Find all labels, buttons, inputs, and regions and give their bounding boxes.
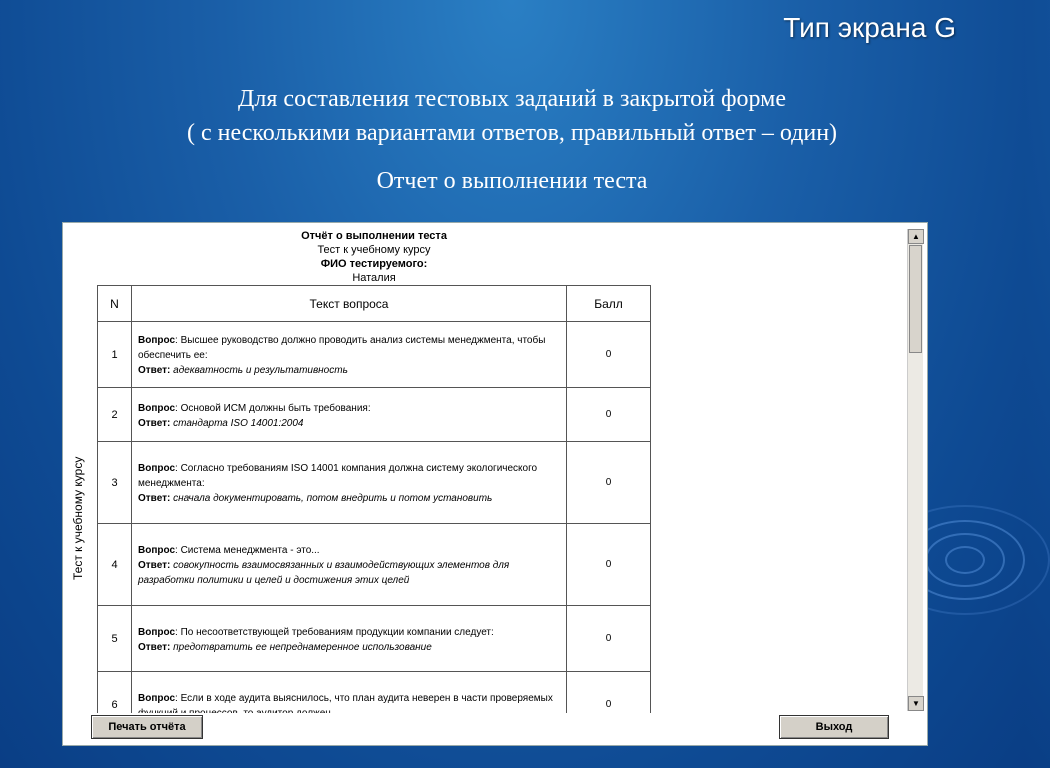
report-title: Отчёт о выполнении теста bbox=[301, 230, 447, 242]
ripple-decoration bbox=[945, 546, 985, 574]
row-score: 0 bbox=[567, 606, 651, 672]
row-score: 0 bbox=[567, 672, 651, 738]
answer-label: Ответ: bbox=[138, 417, 171, 429]
question-label: Вопрос bbox=[138, 692, 176, 704]
answer-text: сначала документировать, потом внедрить и потом установить bbox=[173, 493, 493, 504]
answer-text: совокупность взаимосвязанных и взаимодействующих элементов для разработки политики и целей и достижения этих целей bbox=[138, 560, 510, 586]
scroll-down-button[interactable]: ▼ bbox=[908, 696, 924, 711]
answer-label: Ответ: bbox=[138, 493, 171, 504]
table-row bbox=[98, 442, 651, 524]
question-label: Вопрос bbox=[138, 463, 176, 474]
report-fio-label: ФИО тестируемого: bbox=[320, 258, 428, 270]
answer-label: Ответ: bbox=[138, 365, 171, 376]
row-number: 4 bbox=[98, 524, 132, 606]
row-question bbox=[132, 606, 567, 672]
row-question bbox=[132, 442, 567, 524]
answer-text: адекватность и результативность bbox=[173, 365, 348, 376]
subtitle-line-3: Отчет о выполнении теста bbox=[376, 168, 648, 194]
row-number: 2 bbox=[98, 388, 132, 442]
question-label: Вопрос bbox=[138, 402, 176, 414]
row-question bbox=[132, 322, 567, 388]
subtitle-line-1: Для составления тестовых заданий в закрытой форме bbox=[238, 86, 786, 112]
table-row bbox=[98, 524, 651, 606]
report-content bbox=[97, 229, 905, 711]
question-label: Вопрос bbox=[138, 335, 176, 346]
question-label: Вопрос bbox=[138, 626, 176, 638]
vertical-scrollbar[interactable] bbox=[907, 229, 923, 711]
answer-text: предотвратить ее непреднамеренное использование bbox=[173, 641, 432, 653]
table-row bbox=[98, 606, 651, 672]
print-report-button[interactable]: Печать отчёта bbox=[91, 715, 203, 739]
question-label: Вопрос bbox=[138, 545, 176, 556]
question-text: : Система менеджмента - это... bbox=[175, 545, 320, 556]
header-n: N bbox=[98, 286, 132, 322]
answer-label: Ответ: bbox=[138, 560, 171, 571]
row-number: 5 bbox=[98, 606, 132, 672]
exit-button[interactable]: Выход bbox=[779, 715, 889, 739]
scroll-thumb[interactable] bbox=[909, 245, 922, 353]
header-score: Балл bbox=[567, 286, 651, 322]
table-row bbox=[98, 388, 651, 442]
report-window bbox=[62, 222, 928, 746]
screen-type-title: Тип экрана G bbox=[783, 12, 956, 43]
row-score: 0 bbox=[567, 524, 651, 606]
row-question bbox=[132, 524, 567, 606]
row-number: 1 bbox=[98, 322, 132, 388]
question-text: : Если в ходе аудита выяснилось, что план аудита неверен в части проверяемых bbox=[175, 692, 553, 704]
report-table bbox=[97, 285, 651, 738]
subtitle-line-2: ( с несколькими вариантами ответов, правильный ответ – один) bbox=[186, 120, 838, 146]
question-text: : Основой ИСМ должны быть требования: bbox=[175, 402, 371, 414]
scroll-up-button[interactable]: ▲ bbox=[908, 229, 924, 244]
row-question bbox=[132, 388, 567, 442]
header-text: Текст вопроса bbox=[132, 286, 567, 322]
bottom-bar bbox=[63, 713, 927, 745]
row-number: 6 bbox=[98, 672, 132, 738]
side-strip bbox=[63, 223, 93, 713]
report-course: Тест к учебному курсу bbox=[317, 244, 431, 256]
question-text: : Согласно требованиям ISO 14001 компания должна систему экологического менеджмента: bbox=[138, 463, 538, 489]
row-score: 0 bbox=[567, 442, 651, 524]
report-fio-value: Наталия bbox=[352, 272, 396, 284]
answer-label: Ответ: bbox=[138, 641, 171, 653]
answer-text: стандарта ISO 14001:2004 bbox=[173, 417, 304, 429]
table-header-row bbox=[98, 286, 651, 322]
row-number: 3 bbox=[98, 442, 132, 524]
row-score: 0 bbox=[567, 388, 651, 442]
question-text: : По несоответствующей требованиям продукции компании следует: bbox=[175, 626, 494, 638]
question-text: : Высшее руководство должно проводить анализ системы менеджмента, чтобы обеспечить ее: bbox=[138, 335, 546, 361]
table-row bbox=[98, 322, 651, 388]
row-score: 0 bbox=[567, 322, 651, 388]
side-course-label: Тест к учебному курсу bbox=[71, 456, 85, 580]
report-header bbox=[97, 229, 651, 285]
